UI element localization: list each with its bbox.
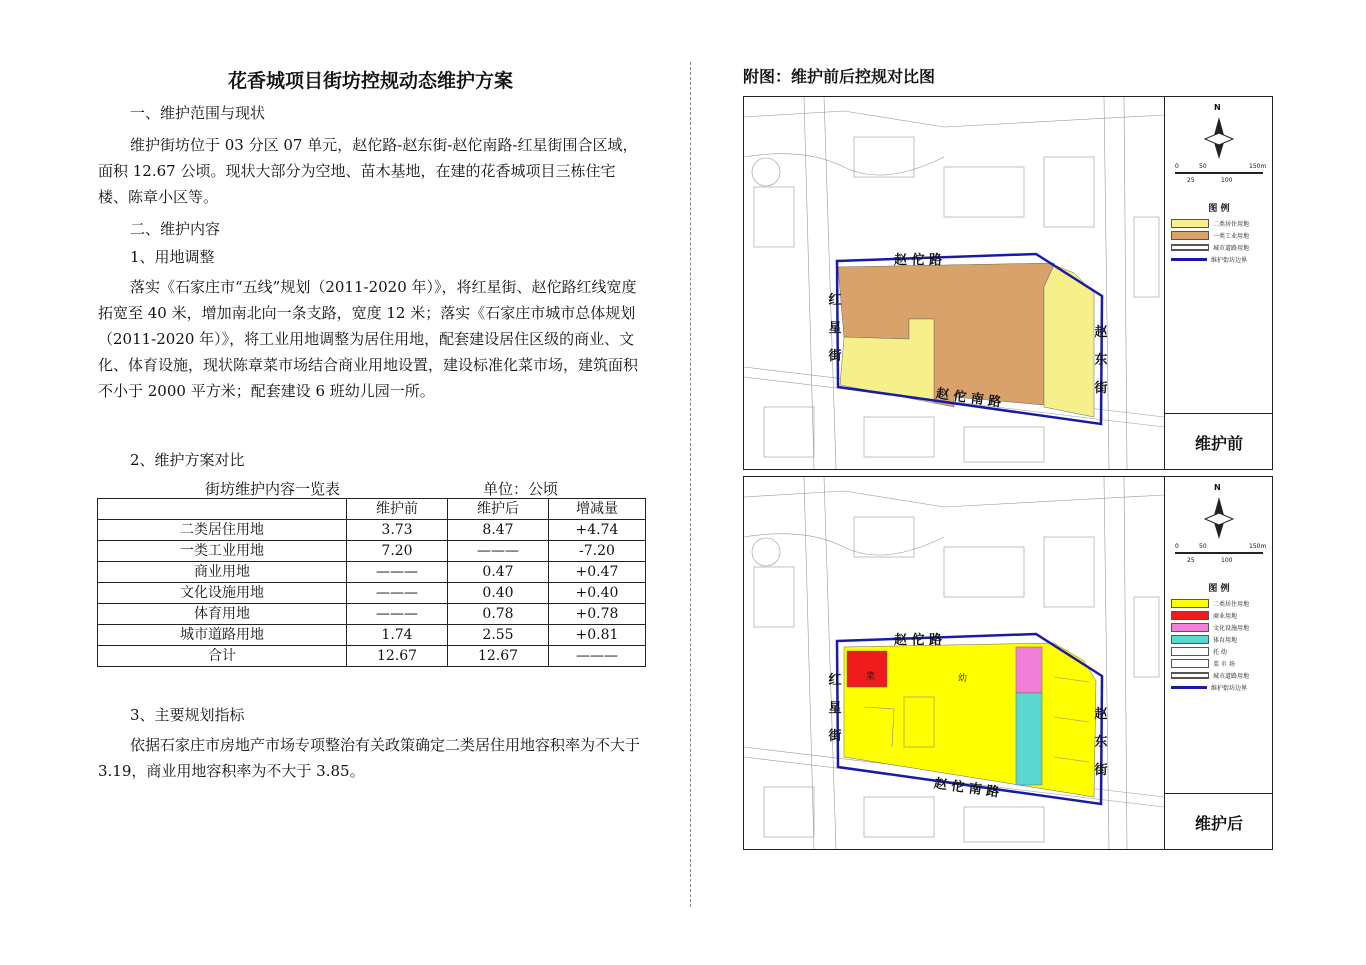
kindergarten-mark: 幼 [958, 674, 968, 684]
legend-label: 二类居住用地 [1213, 220, 1250, 228]
sub3-heading: 3、主要规划指标 [130, 706, 245, 724]
table-cell: +0.47 [549, 562, 646, 583]
road-label-north: 赵 佗 路 [894, 253, 943, 268]
legend-swatch [1171, 258, 1207, 261]
legend-swatch [1171, 599, 1209, 608]
scale-label: 100 [1221, 557, 1233, 564]
table-row [98, 604, 646, 625]
legend-title: 图 例 [1208, 204, 1230, 214]
road-char: 红 [828, 293, 842, 308]
table-cell: ——— [347, 562, 448, 583]
table-cell: 12.67 [347, 646, 448, 667]
table-cell: 合计 [98, 646, 347, 667]
table-row [98, 562, 646, 583]
legend-label: 一类工业用地 [1213, 232, 1250, 240]
legend-label: 托 幼 [1213, 648, 1227, 656]
table-cell: 12.67 [448, 646, 549, 667]
table-cell: 0.78 [448, 604, 549, 625]
legend-label: 商业用地 [1213, 612, 1238, 620]
market-mark: 菜 [866, 672, 876, 682]
road-char: 红 [828, 673, 842, 688]
table-cell: 文化设施用地 [98, 583, 347, 604]
scale-label: 0 [1175, 543, 1179, 550]
page-divider [690, 62, 691, 907]
legend-before [1171, 217, 1271, 265]
road-char: 街 [828, 349, 842, 364]
table-cell: ——— [347, 604, 448, 625]
road-label-east [1094, 319, 1108, 403]
road-label-east [1094, 701, 1108, 785]
legend-swatch [1171, 623, 1209, 632]
scale-label: 50 [1199, 163, 1207, 170]
legend-swatch [1171, 659, 1209, 668]
legend-swatch [1171, 231, 1209, 240]
table-cell: ——— [448, 541, 549, 562]
table-cell: ——— [347, 583, 448, 604]
legend-swatch [1171, 635, 1209, 644]
legend-label: 城市道路用地 [1213, 244, 1250, 252]
legend-swatch [1171, 672, 1209, 679]
document-title: 花香城项目街坊控规动态维护方案 [227, 70, 513, 92]
table-cell: 7.20 [347, 541, 448, 562]
table-cell: +0.40 [549, 583, 646, 604]
sub1-heading: 1、用地调整 [130, 248, 215, 266]
sports-land [1016, 693, 1042, 785]
culture-land [1016, 647, 1042, 693]
legend-label: 菜 市 场 [1213, 660, 1235, 668]
table-cell: 1.74 [347, 625, 448, 646]
table-row [98, 625, 646, 646]
road-label-west [828, 287, 842, 371]
table-row [98, 520, 646, 541]
north-label: N [1214, 103, 1221, 112]
table-cell: 0.47 [448, 562, 549, 583]
legend-item [1171, 597, 1271, 609]
header-cell: 维护前 [347, 499, 448, 520]
road-char: 赵 [1094, 707, 1108, 722]
scale-label: 25 [1187, 557, 1195, 564]
scale-label: 25 [1187, 177, 1195, 184]
legend-swatch [1171, 647, 1209, 656]
header-cell [98, 499, 347, 520]
table-row [98, 541, 646, 562]
phase-label-before: 维护前 [1165, 413, 1273, 470]
table-caption: 街坊维护内容一览表 [205, 480, 341, 498]
road-char: 赵 [1094, 325, 1108, 340]
sub3-text: 依据石家庄市房地产市场专项整治有关政策确定二类居住用地容积率为不大于 3.19，商业用地容积率为不大于 3.85。 [98, 736, 641, 780]
section2-heading: 二、维护内容 [130, 220, 221, 238]
road-char: 街 [828, 729, 842, 744]
table-cell: -7.20 [549, 541, 646, 562]
scale-label: 100 [1221, 177, 1233, 184]
table-cell: +0.81 [549, 625, 646, 646]
legend-label: 文化设施用地 [1213, 624, 1250, 632]
road-label-south: 赵 佗 南 路 [934, 386, 1003, 411]
legend-item [1171, 645, 1271, 657]
legend-label: 体育用地 [1213, 636, 1238, 644]
legend-swatch [1171, 244, 1209, 251]
map-after-panel [743, 476, 1273, 850]
table-cell: 2.55 [448, 625, 549, 646]
legend-item [1171, 229, 1271, 241]
scale-label: 0 [1175, 163, 1179, 170]
legend-label: 二类居住用地 [1213, 600, 1250, 608]
table-cell: 一类工业用地 [98, 541, 347, 562]
header-cell: 增减量 [549, 499, 646, 520]
road-label-south: 赵 佗 南 路 [932, 776, 1001, 801]
legend-item [1171, 253, 1271, 265]
legend-item [1171, 681, 1271, 693]
table-row [98, 646, 646, 667]
table-cell: 3.73 [347, 520, 448, 541]
table-cell: 8.47 [448, 520, 549, 541]
legend-item [1171, 217, 1271, 229]
road-label-north: 赵 佗 路 [894, 633, 943, 648]
road-char: 星 [828, 701, 842, 716]
table-cell: 商业用地 [98, 562, 347, 583]
map-after-sidebar [1164, 477, 1273, 849]
table-unit: 单位：公顷 [483, 480, 559, 498]
table-header-row [98, 499, 646, 520]
legend-title: 图 例 [1208, 584, 1230, 594]
comparison-table [97, 498, 646, 667]
table-cell: +4.74 [549, 520, 646, 541]
table-cell: ——— [549, 646, 646, 667]
road-char: 街 [1094, 381, 1108, 396]
table-cell: 0.40 [448, 583, 549, 604]
legend-label: 维护街坊边界 [1211, 256, 1248, 264]
legend-item [1171, 609, 1271, 621]
legend-label: 维护街坊边界 [1211, 684, 1248, 692]
legend-item [1171, 657, 1271, 669]
table-cell: 二类居住用地 [98, 520, 347, 541]
legend-item [1171, 633, 1271, 645]
legend-swatch [1171, 611, 1209, 620]
scale-label: 50 [1199, 543, 1207, 550]
road-char: 星 [828, 321, 842, 336]
section1-heading: 一、维护范围与现状 [130, 104, 266, 122]
table-cell: 城市道路用地 [98, 625, 347, 646]
scale-label: 150m [1249, 543, 1267, 550]
map-before-panel [743, 96, 1273, 470]
residential-east [1044, 265, 1094, 417]
legend-item [1171, 621, 1271, 633]
road-char: 街 [1094, 763, 1108, 778]
legend-item [1171, 669, 1271, 681]
figure-title: 附图：维护前后控规对比图 [743, 67, 936, 86]
phase-label-after: 维护后 [1165, 793, 1273, 850]
north-label: N [1214, 483, 1221, 492]
legend-item [1171, 241, 1271, 253]
legend-swatch [1171, 219, 1209, 228]
road-label-west [828, 667, 842, 751]
map-before [744, 97, 1164, 469]
table-cell: 体育用地 [98, 604, 347, 625]
road-char: 东 [1094, 735, 1108, 750]
legend-after [1171, 597, 1271, 693]
section1-text: 维护街坊位于 03 分区 07 单元，赵佗路-赵东街-赵佗南路-红星街围合区域，面积 12.67 公顷。现状大部分为空地、苗木基地，在建的花香城项目三栋住宅楼、陈章小区等。 [98, 136, 638, 206]
legend-label: 城市道路用地 [1213, 672, 1250, 680]
road-char: 东 [1094, 353, 1108, 368]
header-cell: 维护后 [448, 499, 549, 520]
map-before-sidebar [1164, 97, 1273, 469]
sub1-text: 落实《石家庄市“五线”规划（2011-2020 年）》，将红星街、赵佗路红线宽度拓宽至 40 米，增加南北向一条支路，宽度 12 米；落实《石家庄市城市总体规划（2011-2020 年）》，将工业用地调整为居住用地，配套建设居住区级的商业、文化、体育设施，现状陈章菜市场结合商业用地设置，建设标准化菜市场，建筑面积不小于 2000 平方米；配套建设 6 班幼儿园一所。 [98, 278, 639, 400]
sub2-heading: 2、维护方案对比 [130, 451, 245, 469]
table-cell: +0.78 [549, 604, 646, 625]
legend-swatch [1171, 686, 1207, 689]
table-row [98, 583, 646, 604]
scale-label: 150m [1249, 163, 1267, 170]
